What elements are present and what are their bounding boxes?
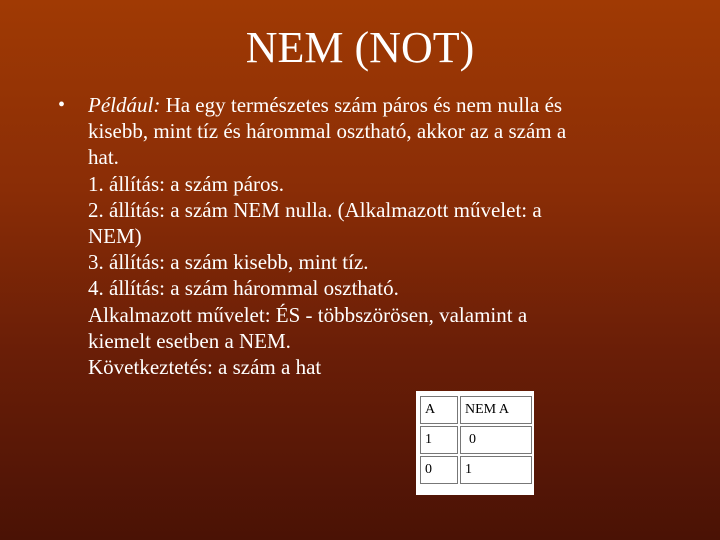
table-row: [420, 456, 532, 484]
body-line-8: 4. állítás: a szám hárommal osztható.: [88, 276, 399, 301]
body-line-6: NEM): [88, 224, 142, 249]
body-line-1-text: Ha egy természetes szám páros és nem nulla és: [160, 93, 563, 117]
body-line-3: hat.: [88, 145, 119, 170]
body-line-2: kisebb, mint tíz és hárommal osztható, akkor az a szám a: [88, 119, 567, 144]
table-header-cell: A: [420, 396, 458, 424]
truth-table-grid: [418, 394, 534, 486]
body-line-9: Alkalmazott művelet: ÉS - többszörösen, valamint a: [88, 302, 528, 327]
truth-table: [416, 391, 534, 495]
table-cell: 1: [460, 456, 532, 484]
body-line-1: [88, 92, 668, 118]
table-header-cell: NEM A: [460, 396, 532, 424]
body-line-7: 3. állítás: a szám kisebb, mint tíz.: [88, 250, 369, 275]
body-line-10: kiemelt esetben a NEM.: [88, 328, 291, 353]
table-cell: 0: [460, 426, 532, 454]
table-cell: 1: [420, 426, 458, 454]
example-label: Például:: [88, 93, 161, 117]
body-line-11: Következtetés: a szám a hat: [88, 355, 322, 380]
table-header-row: [420, 396, 532, 424]
slide-title: NEM (NOT): [245, 23, 475, 72]
body-line-5: 2. állítás: a szám NEM nulla. (Alkalmazott művelet: a: [88, 197, 542, 222]
slide-body: [88, 92, 668, 380]
bullet-marker: •: [58, 94, 66, 116]
body-line-4: 1. állítás: a szám páros.: [88, 171, 284, 196]
table-row: [420, 426, 532, 454]
table-cell: 0: [420, 456, 458, 484]
